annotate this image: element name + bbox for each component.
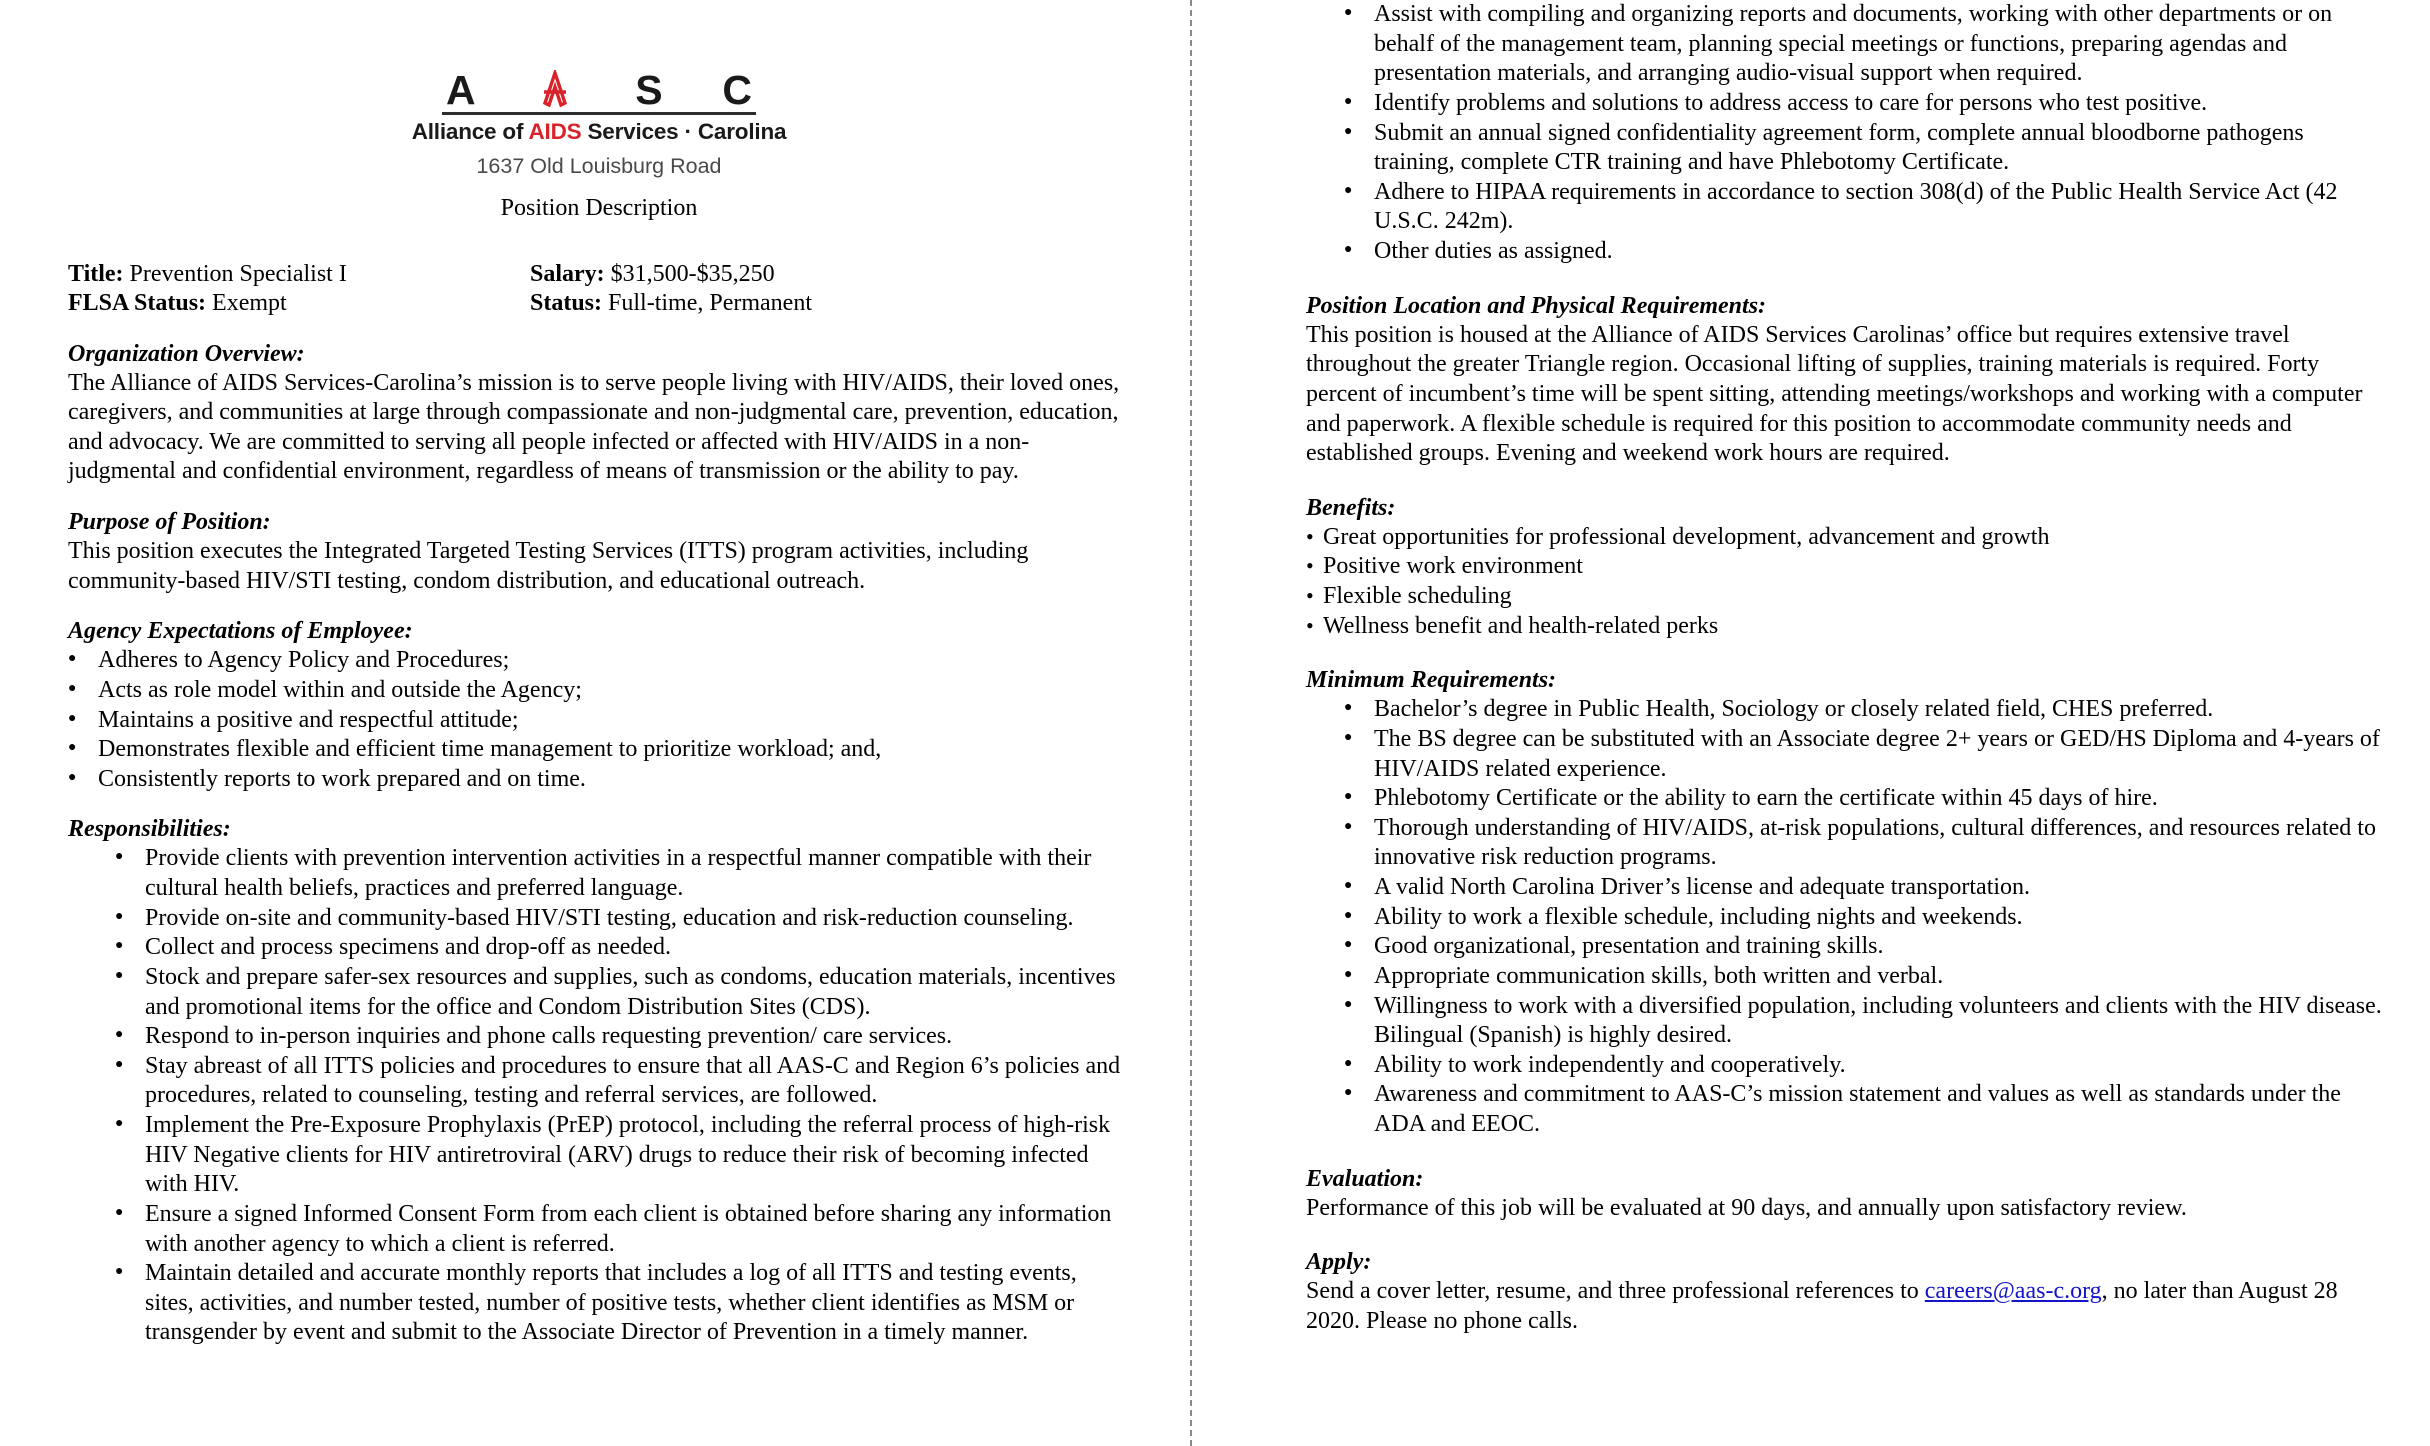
list-item: ● Phlebotomy Certificate or the ability to earn the certificate within 45 days of hire. [1344,784,2390,814]
organization-logo [411,67,787,145]
responsibilities-list [68,844,1130,1348]
position-meta [68,260,1130,319]
title-label: Title: [68,261,124,287]
status-label: Status: [530,290,603,317]
list-item: ● Awareness and commitment to AAS-C’s mission statement and values as well as standards under the ADA and EEOC. [1344,1080,2390,1139]
purpose-of-position-text: This position executes the Integrated Targeted Testing Services (ITTS) program activities, including community-based HIV/STI testing, condom distribution, and educational outreach. [68,538,1029,594]
section-evaluation [1306,1166,2390,1224]
flsa-value: Exempt [206,290,287,317]
list-item: ● Acts as role model within and outside the Agency; [68,676,1130,706]
document-subtitle: Position Description [500,195,698,221]
list-item: ● Respond to in-person inquiries and phone calls requesting prevention/ care services. [115,1022,1130,1052]
logo-tagline-post: Services · Carolina [581,119,787,144]
list-item: ● Identify problems and solutions to address access to care for persons who test positive. [1344,89,2390,119]
careers-email-link[interactable]: careers@aas-c.org [1924,1278,2102,1305]
salary-row [530,260,1130,289]
status-value: Full-time, Permanent [602,290,812,317]
benefits-list [1306,523,2390,642]
status-row [530,289,1130,318]
title-row [68,260,530,289]
list-item: ● Adhere to HIPAA requirements in accordance to section 308(d) of the Public Health Service Act (42 U.S.C. 242m). [1344,178,2390,237]
list-item: ● Adheres to Agency Policy and Procedures; [68,646,1130,676]
list-item: ● Submit an annual signed confidentiality agreement form, complete annual bloodborne pathogens training, complete CTR training and have Phlebotomy Certificate. [1344,119,2390,178]
salary-value: $31,500-$35,250 [604,261,775,287]
section-benefits [1306,495,2390,642]
apply-heading: Apply: [1306,1249,1372,1276]
list-item: ● Demonstrates flexible and efficient time management to prioritize workload; and, [68,735,1130,765]
organization-overview-text: The Alliance of AIDS Services-Carolina’s mission is to serve people living with HIV/AIDS, their loved ones, caregivers, and communities at large through compassionate and non-judgmental care, prevention, education, and advocacy. We are committed to serving all people infected or affected with HIV/AIDS in a non-judgmental and confidential environment, regardless of means of transmission or the ability to pay. [68,369,1120,485]
list-item: • Flexible scheduling [1306,582,2390,612]
minimum-requirements-heading: Minimum Requirements: [1306,667,1557,694]
right-column [1196,0,2430,1337]
organization-overview-heading: Organization Overview: [68,340,305,367]
apply-text-pre: Send a cover letter, resume, and three professional references to [1306,1278,1925,1305]
list-item: • Great opportunities for professional development, advancement and growth [1306,523,2390,553]
list-item: ● Thorough understanding of HIV/AIDS, at-risk populations, cultural differences, and resources related to innovative risk reduction programs. [1344,814,2390,873]
letterhead [68,67,1130,222]
section-purpose-of-position [68,509,1130,596]
list-item: ● Bachelor’s degree in Public Health, Sociology or closely related field, CHES preferred. [1344,695,2390,725]
apply-text [1306,1277,2390,1336]
salary-label: Salary: [530,261,605,287]
title-value: Prevention Specialist I [123,261,347,287]
meta-right-fields [530,260,1130,319]
agency-expectations-heading: Agency Expectations of Employee: [68,618,413,645]
purpose-of-position-heading: Purpose of Position: [68,509,271,536]
list-item: ● Appropriate communication skills, both written and verbal. [1344,962,2390,992]
list-item: ● Ensure a signed Informed Consent Form from each client is obtained before sharing any information with another agency to which a client is referred. [115,1200,1130,1259]
meta-left-fields [68,260,530,319]
section-minimum-requirements [1306,667,2390,1139]
list-item: ● Ability to work a flexible schedule, including nights and weekends. [1344,903,2390,933]
logo-letters [442,67,756,115]
logo-tagline-aids: AIDS [528,119,582,144]
section-agency-expectations [68,618,1130,794]
benefits-heading: Benefits: [1306,494,1396,521]
logo-tagline [412,119,787,145]
apply-text-post: , no later than August 28 2020. Please no phone calls. [1306,1278,2338,1334]
list-item: ● Maintains a positive and respectful attitude; [68,706,1130,736]
position-location-text: This position is housed at the Alliance of AIDS Services Carolinas’ office but requires extensive travel throughout the greater Triangle region. Occasional lifting of supplies, training materials is required. Forty percent of incumbent’s time will be spent sitting, attending meetings/workshops and working with a computer and paperwork. A flexible schedule is required for this position to accommodate community needs and established groups. Evening and weekend work hours are required. [1306,321,2363,467]
logo-letter-s: S [635,67,663,114]
logo-letter-a: A [446,67,476,114]
list-item: ● Provide on-site and community-based HIV/STI testing, education and risk-reduction counseling. [115,904,1130,934]
list-item: ● Assist with compiling and organizing reports and documents, working with other departments or on behalf of the management team, planning special meetings or functions, preparing agendas and presentation materials, and arranging audio-visual support when required. [1344,0,2390,89]
responsibilities-heading: Responsibilities: [68,816,231,843]
responsibilities-continued-list [1306,0,2390,267]
list-item: • Wellness benefit and health-related perks [1306,612,2390,642]
list-item: ● Other duties as assigned. [1344,237,2390,267]
list-item: ● Stock and prepare safer-sex resources and supplies, such as condoms, education materials, incentives and promotional items for the office and Condom Distribution Sites (CDS). [115,963,1130,1022]
ribbon-icon [535,70,575,110]
flsa-row [68,289,530,318]
position-location-heading: Position Location and Physical Requirements: [1306,292,1767,319]
evaluation-text: Performance of this job will be evaluated at 90 days, and annually upon satisfactory review. [1306,1194,2187,1221]
minimum-requirements-list [1306,695,2390,1139]
list-item: • Positive work environment [1306,552,2390,582]
evaluation-heading: Evaluation: [1306,1165,1424,1192]
list-item: ● Stay abreast of all ITTS policies and procedures to ensure that all AAS-C and Region 6’s policies and procedures, related to counseling, testing and referral services, are followed. [115,1052,1130,1111]
list-item: ● Ability to work independently and cooperatively. [1344,1051,2390,1081]
list-item: ● Maintain detailed and accurate monthly reports that includes a log of all ITTS and testing events, sites, activities, and number tested, number of positive tests, whether client identifies as MSM or transgender by event and submit to the Associate Director of Prevention in a timely manner. [115,1259,1130,1348]
flsa-label: FLSA Status: [68,290,207,317]
list-item: ● Collect and process specimens and drop-off as needed. [115,933,1130,963]
agency-expectations-list [68,646,1130,794]
list-item: ● Consistently reports to work prepared and on time. [68,765,1130,795]
section-apply [1306,1249,2390,1336]
left-column [0,0,1190,1348]
list-item: ● Willingness to work with a diversified population, including volunteers and clients with the HIV disease. Bilingual (Spanish) is highly desired. [1344,992,2390,1051]
section-position-location [1306,293,2390,469]
list-item: ● Good organizational, presentation and training skills. [1344,932,2390,962]
organization-address: 1637 Old Louisburg Road [476,154,722,178]
logo-letter-c: C [722,67,752,114]
page-fold-divider [1190,0,1192,1446]
logo-tagline-pre: Alliance of [411,119,529,144]
list-item: ● The BS degree can be substituted with an Associate degree 2+ years or GED/HS Diploma and 4-years of HIV/AIDS related experience. [1344,725,2390,784]
list-item: ● A valid North Carolina Driver’s license and adequate transportation. [1344,873,2390,903]
list-item: ● Provide clients with prevention intervention activities in a respectful manner compatible with their cultural health beliefs, practices and preferred language. [115,844,1130,903]
section-organization-overview [68,341,1130,488]
list-item: ● Implement the Pre-Exposure Prophylaxis (PrEP) protocol, including the referral process of high-risk HIV Negative clients for HIV antiretroviral (ARV) drugs to reduce their risk of becoming infected with HIV. [115,1111,1130,1200]
section-responsibilities [68,816,1130,1348]
